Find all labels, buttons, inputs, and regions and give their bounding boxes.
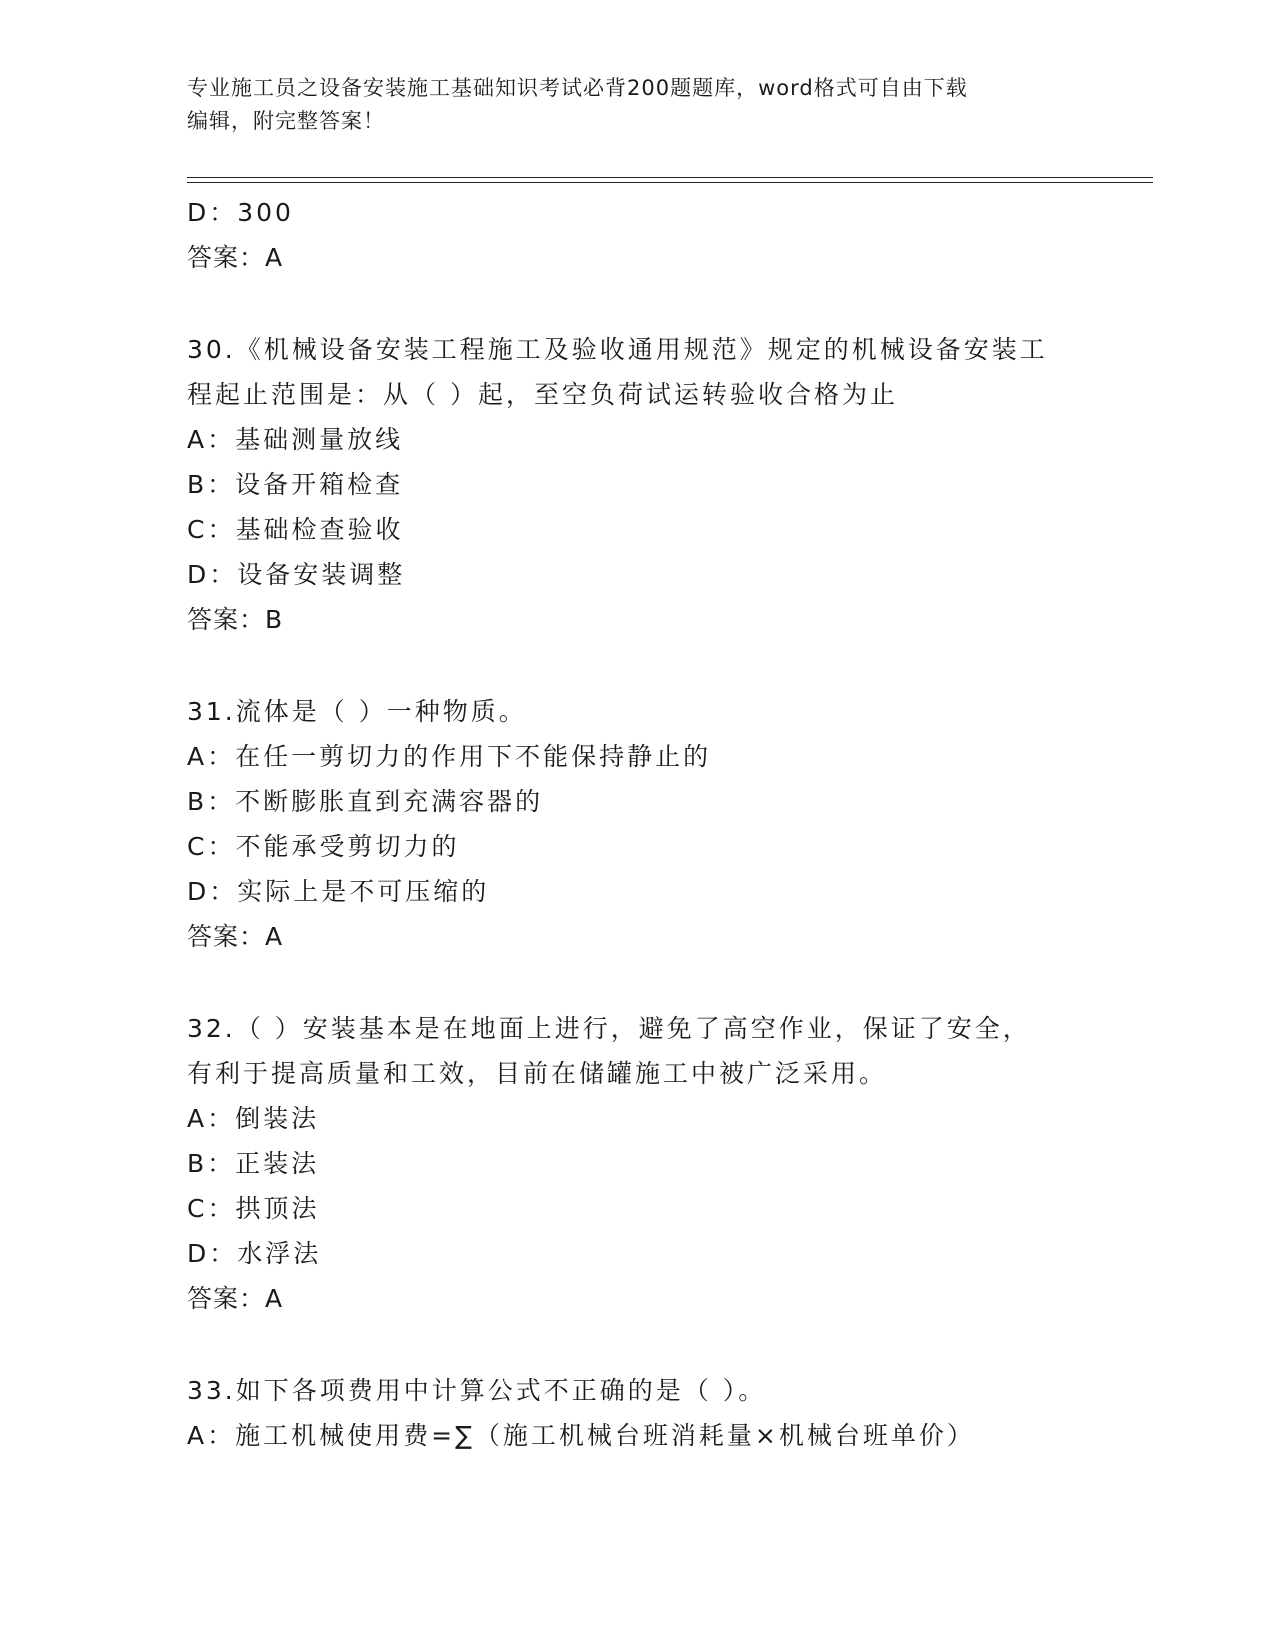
option-a: A：基础测量放线 xyxy=(187,425,404,454)
option-d: D：水浮法 xyxy=(187,1239,322,1268)
option-c: C：拱顶法 xyxy=(187,1194,320,1223)
question-text: 30.《机械设备安装工程施工及验收通用规范》规定的机械设备安装工 xyxy=(187,335,1048,364)
option-d: D：300 xyxy=(187,198,294,227)
question-block xyxy=(187,1006,1127,1321)
option-a: A：倒装法 xyxy=(187,1104,320,1133)
header-divider-top xyxy=(187,177,1153,178)
option-c: C：基础检查验收 xyxy=(187,515,404,544)
question-text: 32.（ ）安装基本是在地面上进行，避免了高空作业，保证了安全， xyxy=(187,1014,1031,1043)
question-list xyxy=(187,190,1127,1458)
answer-line: 答案：B xyxy=(187,605,284,634)
answer-line: 答案：A xyxy=(187,1284,284,1313)
option-b: B：正装法 xyxy=(187,1149,320,1178)
header-divider-bottom xyxy=(187,182,1153,183)
option-d: D：设备安装调整 xyxy=(187,560,406,589)
document-header xyxy=(187,72,1067,138)
option-d: D：实际上是不可压缩的 xyxy=(187,877,490,906)
option-b: B：设备开箱检查 xyxy=(187,470,404,499)
answer-line: 答案：A xyxy=(187,243,284,272)
option-a: A：施工机械使用费=∑（施工机械台班消耗量×机械台班单价） xyxy=(187,1421,975,1450)
question-text: 有利于提高质量和工效，目前在储罐施工中被广泛采用。 xyxy=(187,1059,888,1088)
answer-line: 答案：A xyxy=(187,922,284,951)
header-title-line-2: 编辑，附完整答案！ xyxy=(187,109,385,133)
option-a: A：在任一剪切力的作用下不能保持静止的 xyxy=(187,742,712,771)
option-c: C：不能承受剪切力的 xyxy=(187,832,460,861)
question-block xyxy=(187,327,1127,642)
option-b: B：不断膨胀直到充满容器的 xyxy=(187,787,544,816)
question-block xyxy=(187,1368,1127,1458)
question-block xyxy=(187,689,1127,959)
question-text: 33.如下各项费用中计算公式不正确的是（ ）。 xyxy=(187,1376,767,1405)
question-text: 31.流体是（ ）一种物质。 xyxy=(187,697,527,726)
question-text: 程起止范围是：从（ ）起，至空负荷试运转验收合格为止 xyxy=(187,380,898,409)
question-block xyxy=(187,190,1127,280)
header-title-line-1: 专业施工员之设备安装施工基础知识考试必背200题题库，word格式可自由下载 xyxy=(187,76,968,100)
